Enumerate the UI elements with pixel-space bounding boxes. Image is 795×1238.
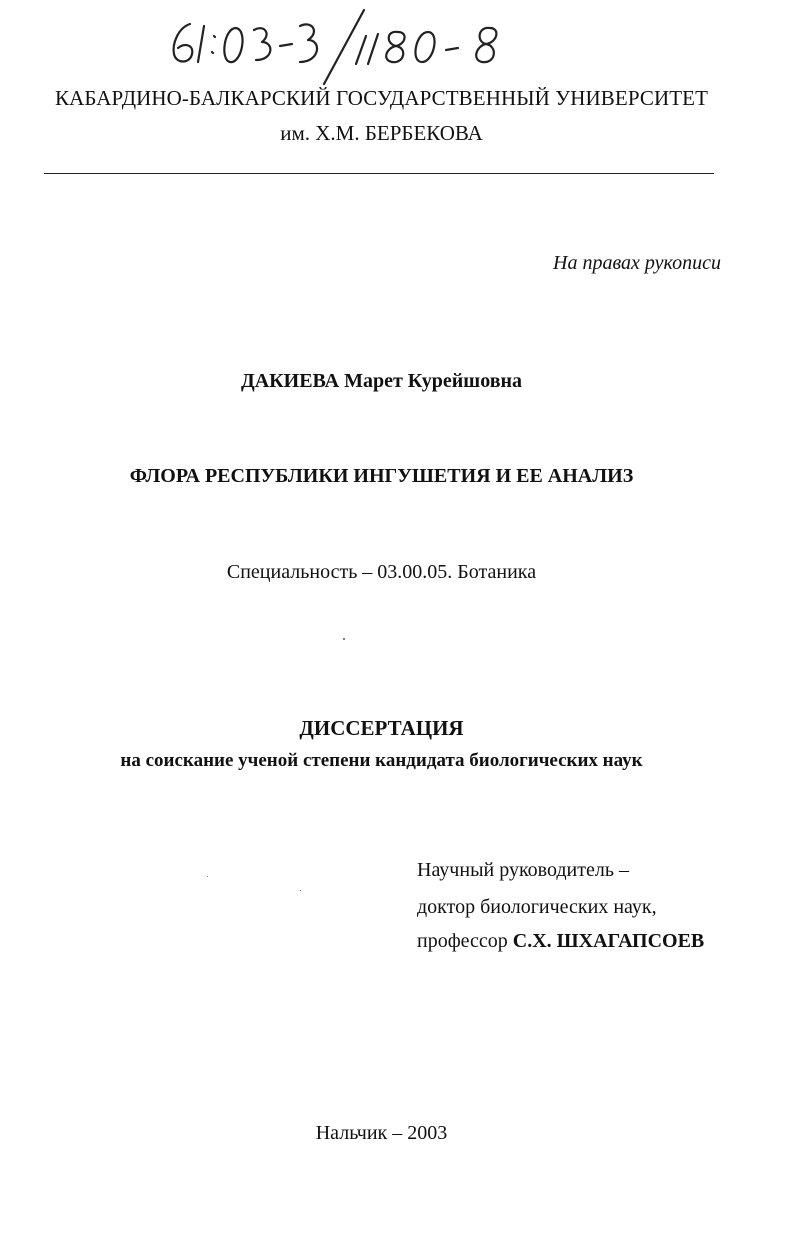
advisor-title-prefix: профессор [417,930,508,952]
handwritten-catalog-number [160,6,520,88]
university-title: КАБАРДИНО-БАЛКАРСКИЙ ГОСУДАРСТВЕННЫЙ УНИВЕРСИТЕТ [54,86,709,110]
rights-note: На правах рукописи [553,252,721,274]
dissertation-title: ФЛОРА РЕСПУБЛИКИ ИНГУШЕТИЯ И ЕЕ АНАЛИЗ [129,465,634,487]
degree-line: на соискание ученой степени кандидата биологических наук [120,750,643,771]
scan-speck [207,876,208,877]
scan-speck [343,638,345,640]
author-name: ДАКИЕВА Марет Курейшовна [240,370,523,392]
header-divider [44,173,714,174]
advisor-role: Научный руководитель – [417,859,629,881]
scan-speck [300,890,301,891]
dissertation-heading: ДИССЕРТАЦИЯ [299,716,464,740]
advisor-degree: доктор биологических наук, [417,896,657,918]
advisor-name: С.Х. ШХАГАПСОЕВ [512,930,705,952]
university-namesake: им. Х.М. БЕРБЕКОВА [280,121,483,145]
advisor-name-line [417,930,704,953]
specialty-line: Специальность – 03.00.05. Ботаника [226,561,537,583]
city-year: Нальчик – 2003 [315,1122,448,1144]
